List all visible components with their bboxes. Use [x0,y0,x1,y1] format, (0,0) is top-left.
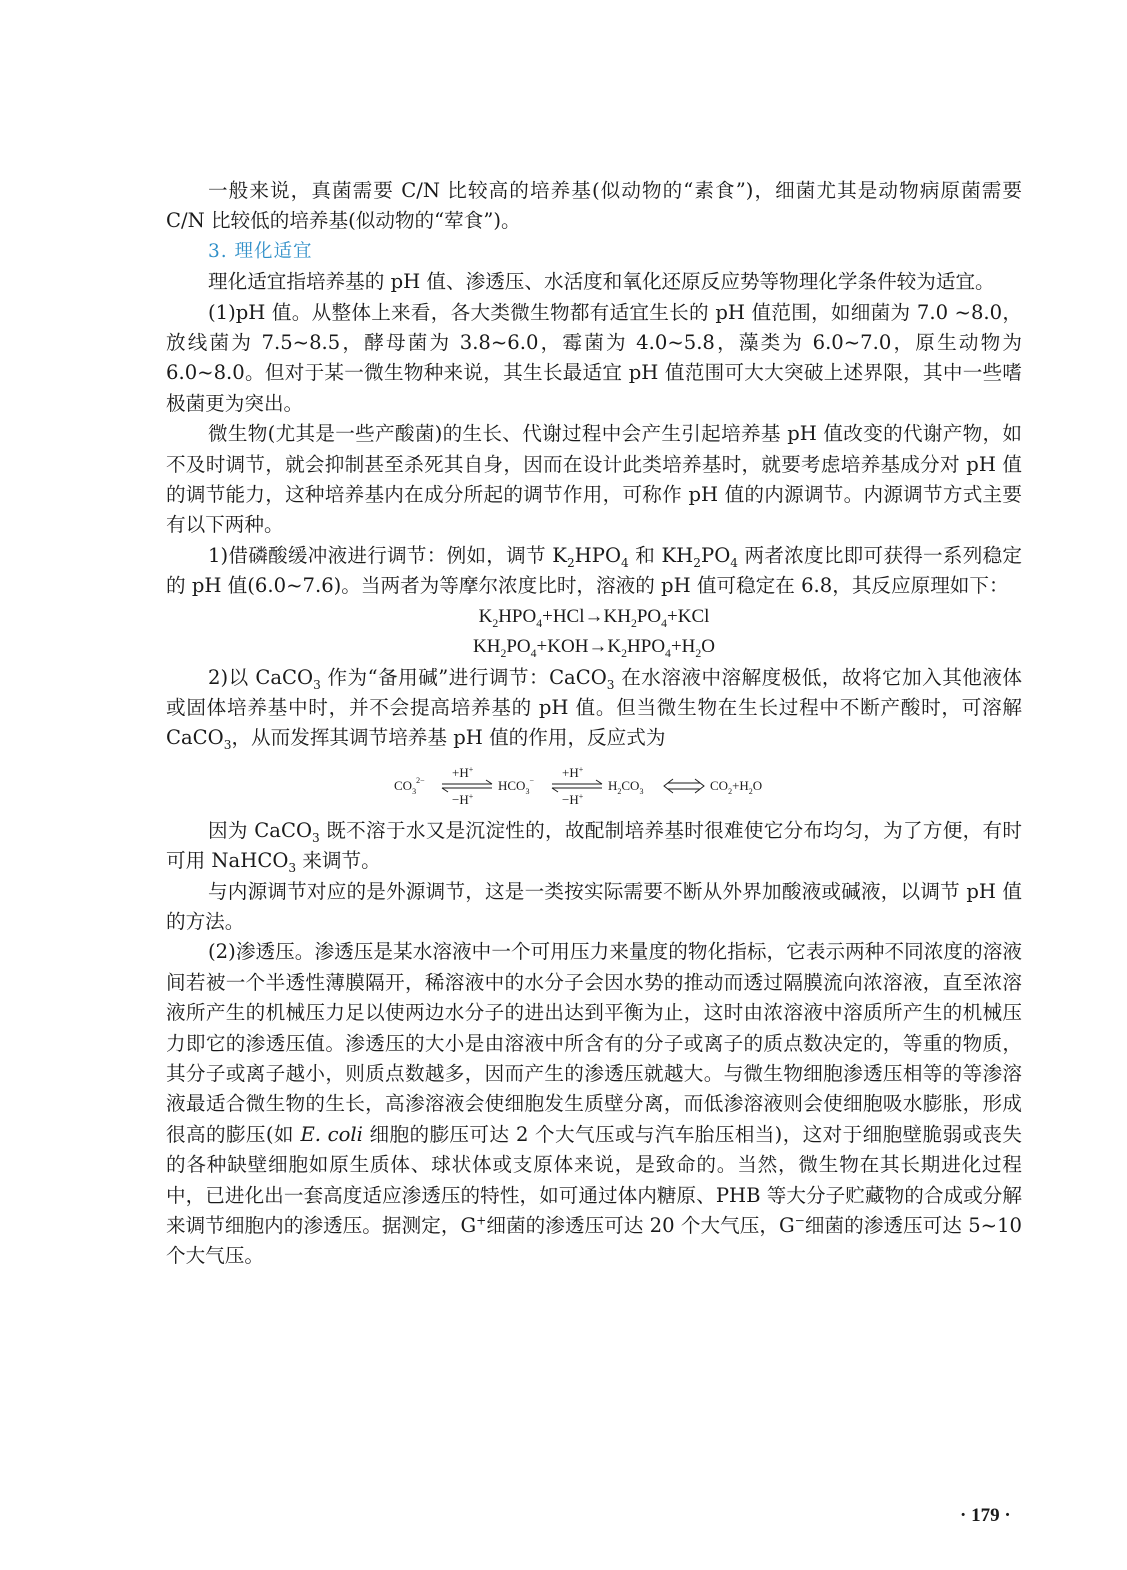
equation-buffer-acid: $K_2HPO_4+HCl\to KH_2PO_4+KCl$ [478,605,710,630]
carbonate-equation-svg [394,762,794,808]
paragraph-cn-ratio: 一般来说，真菌需要 C/N 比较高的培养基(似动物的“素食”)，细菌尤其是动物病原菌需要 C/N 比较低的培养基(似动物的“荤食”)。 [166,179,1022,233]
paragraph-internal-regulation: 微生物(尤其是一些产酸菌)的生长、代谢过程中会产生引起培养基 pH 值改变的代谢产物，如不及时调节，就会抑制甚至杀死其自身，因而在设计此类培养基时，就要考虑培养基成分对 pH 值的调节能力，这种培养基内在成分所起的调节作用，可称作 pH 值的内源调节。内源调节方式主要有以下两种。 [166,422,1022,537]
paragraph-caco3-base: 2)以 CaCO$_3$ 作为“备用碱”进行调节：CaCO$_3$ 在水溶液中溶解度极低，故将它加入其他液体或固体培养基中时，并不会提高培养基的 pH 值。但当微生物在生长过程中不断产酸时，可溶解 CaCO$_3$，从而发挥其调节培养基 pH 值的作用，反应式为 [166,665,1022,753]
double-arrow-icon [664,779,704,793]
plus-h-label-1: +H+ [452,764,474,780]
paragraph-definition: 理化适宜指培养基的 pH 值、渗透压、水活度和氧化还原反应势等物理化学条件较为适宜。 [208,270,995,294]
h2co3-label: $H_2CO_3$ [608,777,644,796]
paragraph-ph-value: (1)pH 值。从整体上来看，各大类微生物都有适宜生长的 pH 值范围，如细菌为 7.0 ~8.0，放线菌为 7.5~8.5，酵母菌为 3.8~6.0，霉菌为 4.0~5.8，藻类为 6.0~7.0，原生动物为 6.0~8.0。但对于某一微生物种来说，其生长最适宜 pH 值范围可大大突破上述界限，其中一些嗜极菌更为突出。 [166,300,1022,415]
minus-h-label-1: −H+ [452,791,474,807]
section-heading: 3. 理化适宜 [208,240,313,262]
paragraph-osmotic-pressure: (2)渗透压。渗透压是某水溶液中一个可用压力来量度的物化指标，它表示两种不同浓度的溶液间若被一个半透性薄膜隔开，稀溶液中的水分子会因水势的推动而透过隔膜流向浓溶液，直至浓溶液所产生的机械压力足以使两边水分子的进出达到平衡为止，这时由浓溶液中溶质所产生的机械压力即它的渗透压值。渗透压的大小是由溶液中所含有的分子或离子的质点数决定的，等重的物质，其分子或离子越小，则质点数越多，因而产生的渗透压就越大。与微生物细胞渗透压相等的等渗溶液最适合微生物的生长，高渗溶液会使细胞发生质壁分离，而低渗溶液则会使细胞吸水膨胀，形成很高的膨压(如 E. coli 细胞的膨压可达 2 个大气压或与汽车胎压相当)，这对于细胞壁脆弱或丧失的各种缺壁细胞如原生质体、球状体或支原体来说，是致命的。当然，微生物在其长期进化过程中，已进化出一套高度适应渗透压的特性，如可通过体内糖原、PHB 等大分子贮藏物的合成或分解来调节细胞内的渗透压。据测定，G+细菌的渗透压可达 20 个大气压，G−细菌的渗透压可达 5~10 个大气压。 [166,940,1023,1268]
plus-h-label-2: +H+ [562,764,584,780]
equation-buffer-base: $KH_2PO_4+KOH\to K_2HPO_4+H_2O$ [473,636,715,660]
co3-label: $CO_3^{2-}$ [394,775,425,796]
paragraph-external-regulation: 与内源调节对应的是外源调节，这是一类按实际需要不断从外界加酸液或碱液，以调节 pH 值的方法。 [166,879,1022,933]
page-number: · 179 · [960,1505,1011,1526]
page-body [166,176,1022,1272]
paragraph-phosphate-buffer: 1)借磷酸缓冲液进行调节：例如，调节 $K_2HPO_4$ 和 $KH_2PO_4$ 两者浓度比即可获得一系列稳定的 pH 值(6.0~7.6)。当两者为等摩尔浓度比时，溶液的 pH 值可稳定在 6.8，其反应原理如下： [166,543,1023,598]
equation-carbonate-equilibrium [166,762,1022,808]
hco3-label: $HCO_3^-$ [498,775,534,796]
co2-h2o-label: $CO_2+H_2O$ [710,777,763,796]
paragraph-caco3-note: 因为 CaCO$_3$ 既不溶于水又是沉淀性的，故配制培养基时很难使它分布均匀，为了方便，有时可用 NaHCO$_3$ 来调节。 [166,818,1022,876]
minus-h-label-2: −H+ [562,791,584,807]
